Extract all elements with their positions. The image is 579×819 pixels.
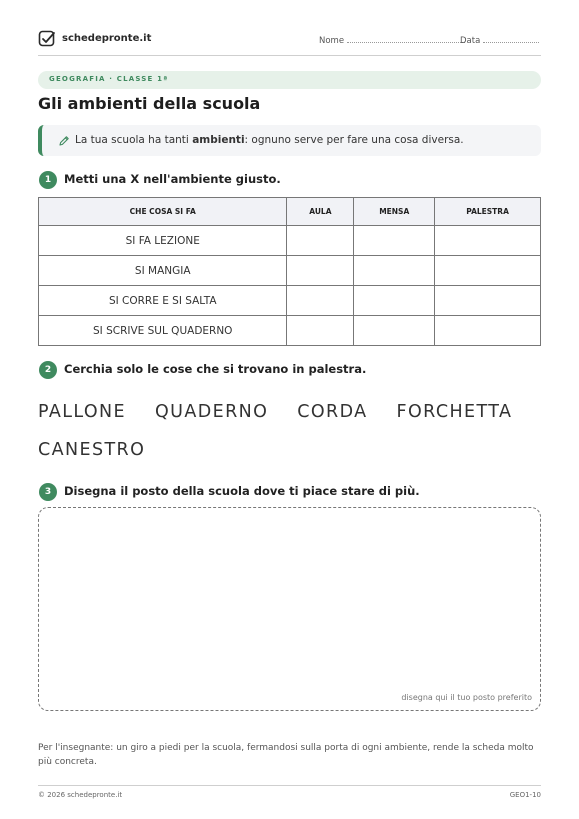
name-label: Nome <box>319 36 345 46</box>
activity-cell: SI FA LEZIONE <box>39 226 287 256</box>
drawing-area[interactable] <box>38 507 541 711</box>
checkbox-logo-icon <box>38 30 56 48</box>
table-row <box>39 286 541 316</box>
exercise-1-number: 1 <box>39 171 57 189</box>
page-title: Gli ambienti della scuola <box>38 94 261 113</box>
teacher-note: Per l'insegnante: un giro a piedi per la scuola, fermandosi sulla porta di ogni ambiente, rende la scheda molto più concreta. <box>38 743 534 767</box>
intro-note-text: La tua scuola ha tanti ambienti: ognuno serve per fare una cosa diversa. <box>75 134 464 146</box>
word-list <box>38 393 541 469</box>
answer-cell-mensa[interactable] <box>354 226 435 256</box>
answer-cell-palestra[interactable] <box>435 256 541 286</box>
page-footer <box>38 785 541 799</box>
answer-cell-palestra[interactable] <box>435 226 541 256</box>
brand-name: schedepronte.it <box>62 33 152 44</box>
environment-table <box>38 197 541 346</box>
answer-cell-mensa[interactable] <box>354 256 435 286</box>
answer-cell-palestra[interactable] <box>435 316 541 346</box>
intro-note <box>38 125 541 156</box>
column-header-activity: CHE COSA SI FA <box>39 198 287 226</box>
word-item[interactable]: CORDA <box>297 402 368 422</box>
copyright-text: © 2026 schedepronte.it <box>38 791 123 799</box>
exercise-3-number: 3 <box>39 483 57 501</box>
word-item[interactable]: CANESTRO <box>38 440 146 460</box>
word-item[interactable]: PALLONE <box>38 402 127 422</box>
table-header-row <box>39 198 541 226</box>
drawing-hint: disegna qui il tuo posto preferito <box>401 693 532 702</box>
date-field[interactable] <box>460 35 539 46</box>
name-field[interactable] <box>319 35 465 46</box>
word-item[interactable]: QUADERNO <box>154 402 269 422</box>
table-row <box>39 316 541 346</box>
sheet-code: GEO1-10 <box>509 791 541 799</box>
date-label: Data <box>460 36 481 46</box>
table-row <box>39 226 541 256</box>
exercise-3-question: Disegna il posto della scuola dove ti piace stare di più. <box>64 484 420 498</box>
answer-cell-aula[interactable] <box>287 286 354 316</box>
answer-cell-mensa[interactable] <box>354 286 435 316</box>
column-header-palestra: PALESTRA <box>435 198 541 226</box>
column-header-aula: AULA <box>287 198 354 226</box>
answer-cell-aula[interactable] <box>287 256 354 286</box>
activity-cell: SI SCRIVE SUL QUADERNO <box>39 316 287 346</box>
subject-tag <box>38 71 541 89</box>
word-item[interactable]: FORCHETTA <box>396 402 513 422</box>
table-row <box>39 256 541 286</box>
answer-cell-mensa[interactable] <box>354 316 435 346</box>
exercise-2-number: 2 <box>39 361 57 379</box>
page-header <box>38 30 541 56</box>
column-header-mensa: MENSA <box>354 198 435 226</box>
answer-cell-aula[interactable] <box>287 226 354 256</box>
activity-cell: SI CORRE E SI SALTA <box>39 286 287 316</box>
exercise-2-question: Cerchia solo le cose che si trovano in palestra. <box>64 362 367 376</box>
answer-cell-palestra[interactable] <box>435 286 541 316</box>
subject-tag-label: GEOGRAFIA · CLASSE 1ª <box>49 75 169 83</box>
activity-cell: SI MANGIA <box>39 256 287 286</box>
pencil-icon <box>58 135 70 147</box>
exercise-1-question: Metti una X nell'ambiente giusto. <box>64 172 281 186</box>
answer-cell-aula[interactable] <box>287 316 354 346</box>
